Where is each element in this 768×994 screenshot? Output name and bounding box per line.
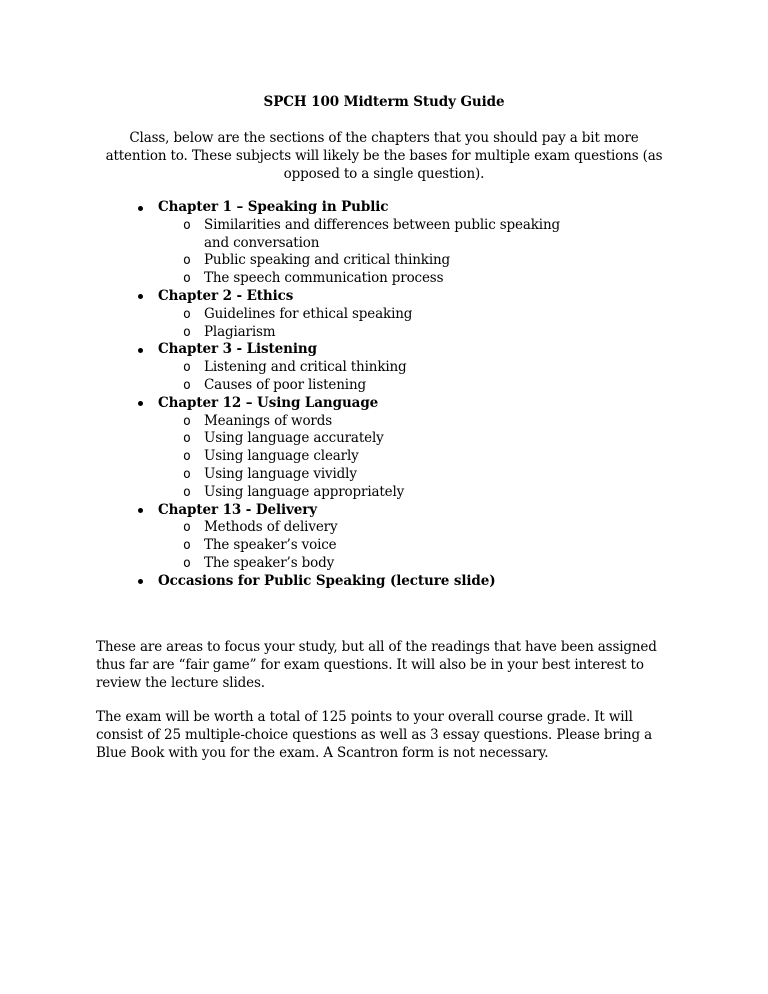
chapter-label: Chapter 2 - Ethics [158,287,294,304]
subtopic-item [0,217,768,253]
circle-bullet-icon: o [183,306,191,322]
chapter-item [0,341,768,394]
chapter-item [0,573,768,591]
subtopic-label: Listening and critical thinking [204,359,407,376]
circle-bullet-icon: o [183,377,191,393]
subtopic-item [0,306,768,324]
subtopic-item [0,413,768,431]
subtopic-label: Using language vividly [204,465,357,482]
chapter-label: Chapter 12 – Using Language [158,394,379,411]
circle-bullet-icon: o [183,520,191,536]
subtopic-item [0,537,768,555]
chapter-outline [0,199,768,591]
circle-bullet-icon: o [183,538,191,554]
subtopic-label: Guidelines for ethical speaking [204,305,413,322]
circle-bullet-icon: o [183,466,191,482]
chapter-heading [0,199,768,217]
circle-bullet-icon: o [183,217,191,233]
chapter-heading [0,341,768,359]
bullet-dot-icon [138,508,143,513]
bullet-dot-icon [138,579,143,584]
chapter-item [0,502,768,573]
subtopic-label: Using language clearly [204,448,359,465]
subtopic-label: Meanings of words [204,412,333,429]
subtopic-item [0,466,768,484]
bullet-dot-icon [138,206,143,211]
subtopic-list [0,413,768,502]
subtopic-list [0,519,768,572]
chapter-label: Occasions for Public Speaking (lecture slide) [158,572,496,589]
chapter-heading [0,288,768,306]
chapter-item [0,288,768,341]
circle-bullet-icon: o [183,431,191,447]
intro-paragraph [96,129,672,183]
subtopic-list [0,306,768,342]
circle-bullet-icon: o [183,360,191,376]
circle-bullet-icon: o [183,413,191,429]
chapter-heading [0,573,768,591]
circle-bullet-icon: o [183,324,191,340]
subtopic-label: Using language accurately [204,430,384,447]
subtopic-item [0,430,768,448]
bullet-dot-icon [138,348,143,353]
paragraph-line: Blue Book with you for the exam. A Scantron form is not necessary. [96,745,549,761]
subtopic-label: Similarities and differences between public speaking and conversation [204,216,560,251]
subtopic-label: The speaker’s voice [204,537,337,554]
chapter-label: Chapter 3 - Listening [158,341,317,358]
subtopic-item [0,252,768,270]
exam-info-paragraph [96,708,672,762]
subtopic-label: Causes of poor listening [204,376,366,393]
circle-bullet-icon: o [183,271,191,287]
page-title: SPCH 100 Midterm Study Guide [263,94,505,110]
subtopic-label: The speech communication process [204,270,444,287]
intro-line: Class, below are the sections of the chapters that you should pay a bit more [129,130,639,146]
circle-bullet-icon: o [183,555,191,571]
chapter-item [0,395,768,502]
chapter-label: Chapter 13 - Delivery [158,501,318,518]
subtopic-label: Methods of delivery [204,519,338,536]
chapter-heading [0,502,768,520]
subtopic-item [0,448,768,466]
subtopic-item [0,519,768,537]
intro-line: attention to. These subjects will likely be the bases for multiple exam questions (as [105,148,663,164]
subtopic-label: The speaker’s body [204,554,335,571]
subtopic-item [0,484,768,502]
subtopic-item [0,555,768,573]
subtopic-item [0,270,768,288]
subtopic-label: Public speaking and critical thinking [204,252,451,269]
subtopic-list [0,359,768,395]
study-note-paragraph [96,638,672,692]
chapter-label: Chapter 1 – Speaking in Public [158,199,389,215]
chapter-item [0,199,768,288]
chapter-heading [0,395,768,413]
subtopic-item [0,324,768,342]
paragraph-line: thus far are “fair game” for exam questions. It will also be in your best interest to [96,657,644,673]
subtopic-item [0,359,768,377]
paragraph-line: consist of 25 multiple-choice questions as well as 3 essay questions. Please bring a [96,727,652,743]
paragraph-line: The exam will be worth a total of 125 points to your overall course grade. It will [96,709,633,725]
circle-bullet-icon: o [183,253,191,269]
subtopic-list [0,217,768,288]
subtopic-item [0,377,768,395]
circle-bullet-icon: o [183,484,191,500]
paragraph-line: These are areas to focus your study, but all of the readings that have been assigned [96,639,657,655]
bullet-dot-icon [138,401,143,406]
bullet-dot-icon [138,294,143,299]
paragraph-line: review the lecture slides. [96,675,265,691]
subtopic-label: Plagiarism [204,323,276,340]
subtopic-label: Using language appropriately [204,483,405,500]
intro-line: opposed to a single question). [283,166,485,182]
circle-bullet-icon: o [183,449,191,465]
